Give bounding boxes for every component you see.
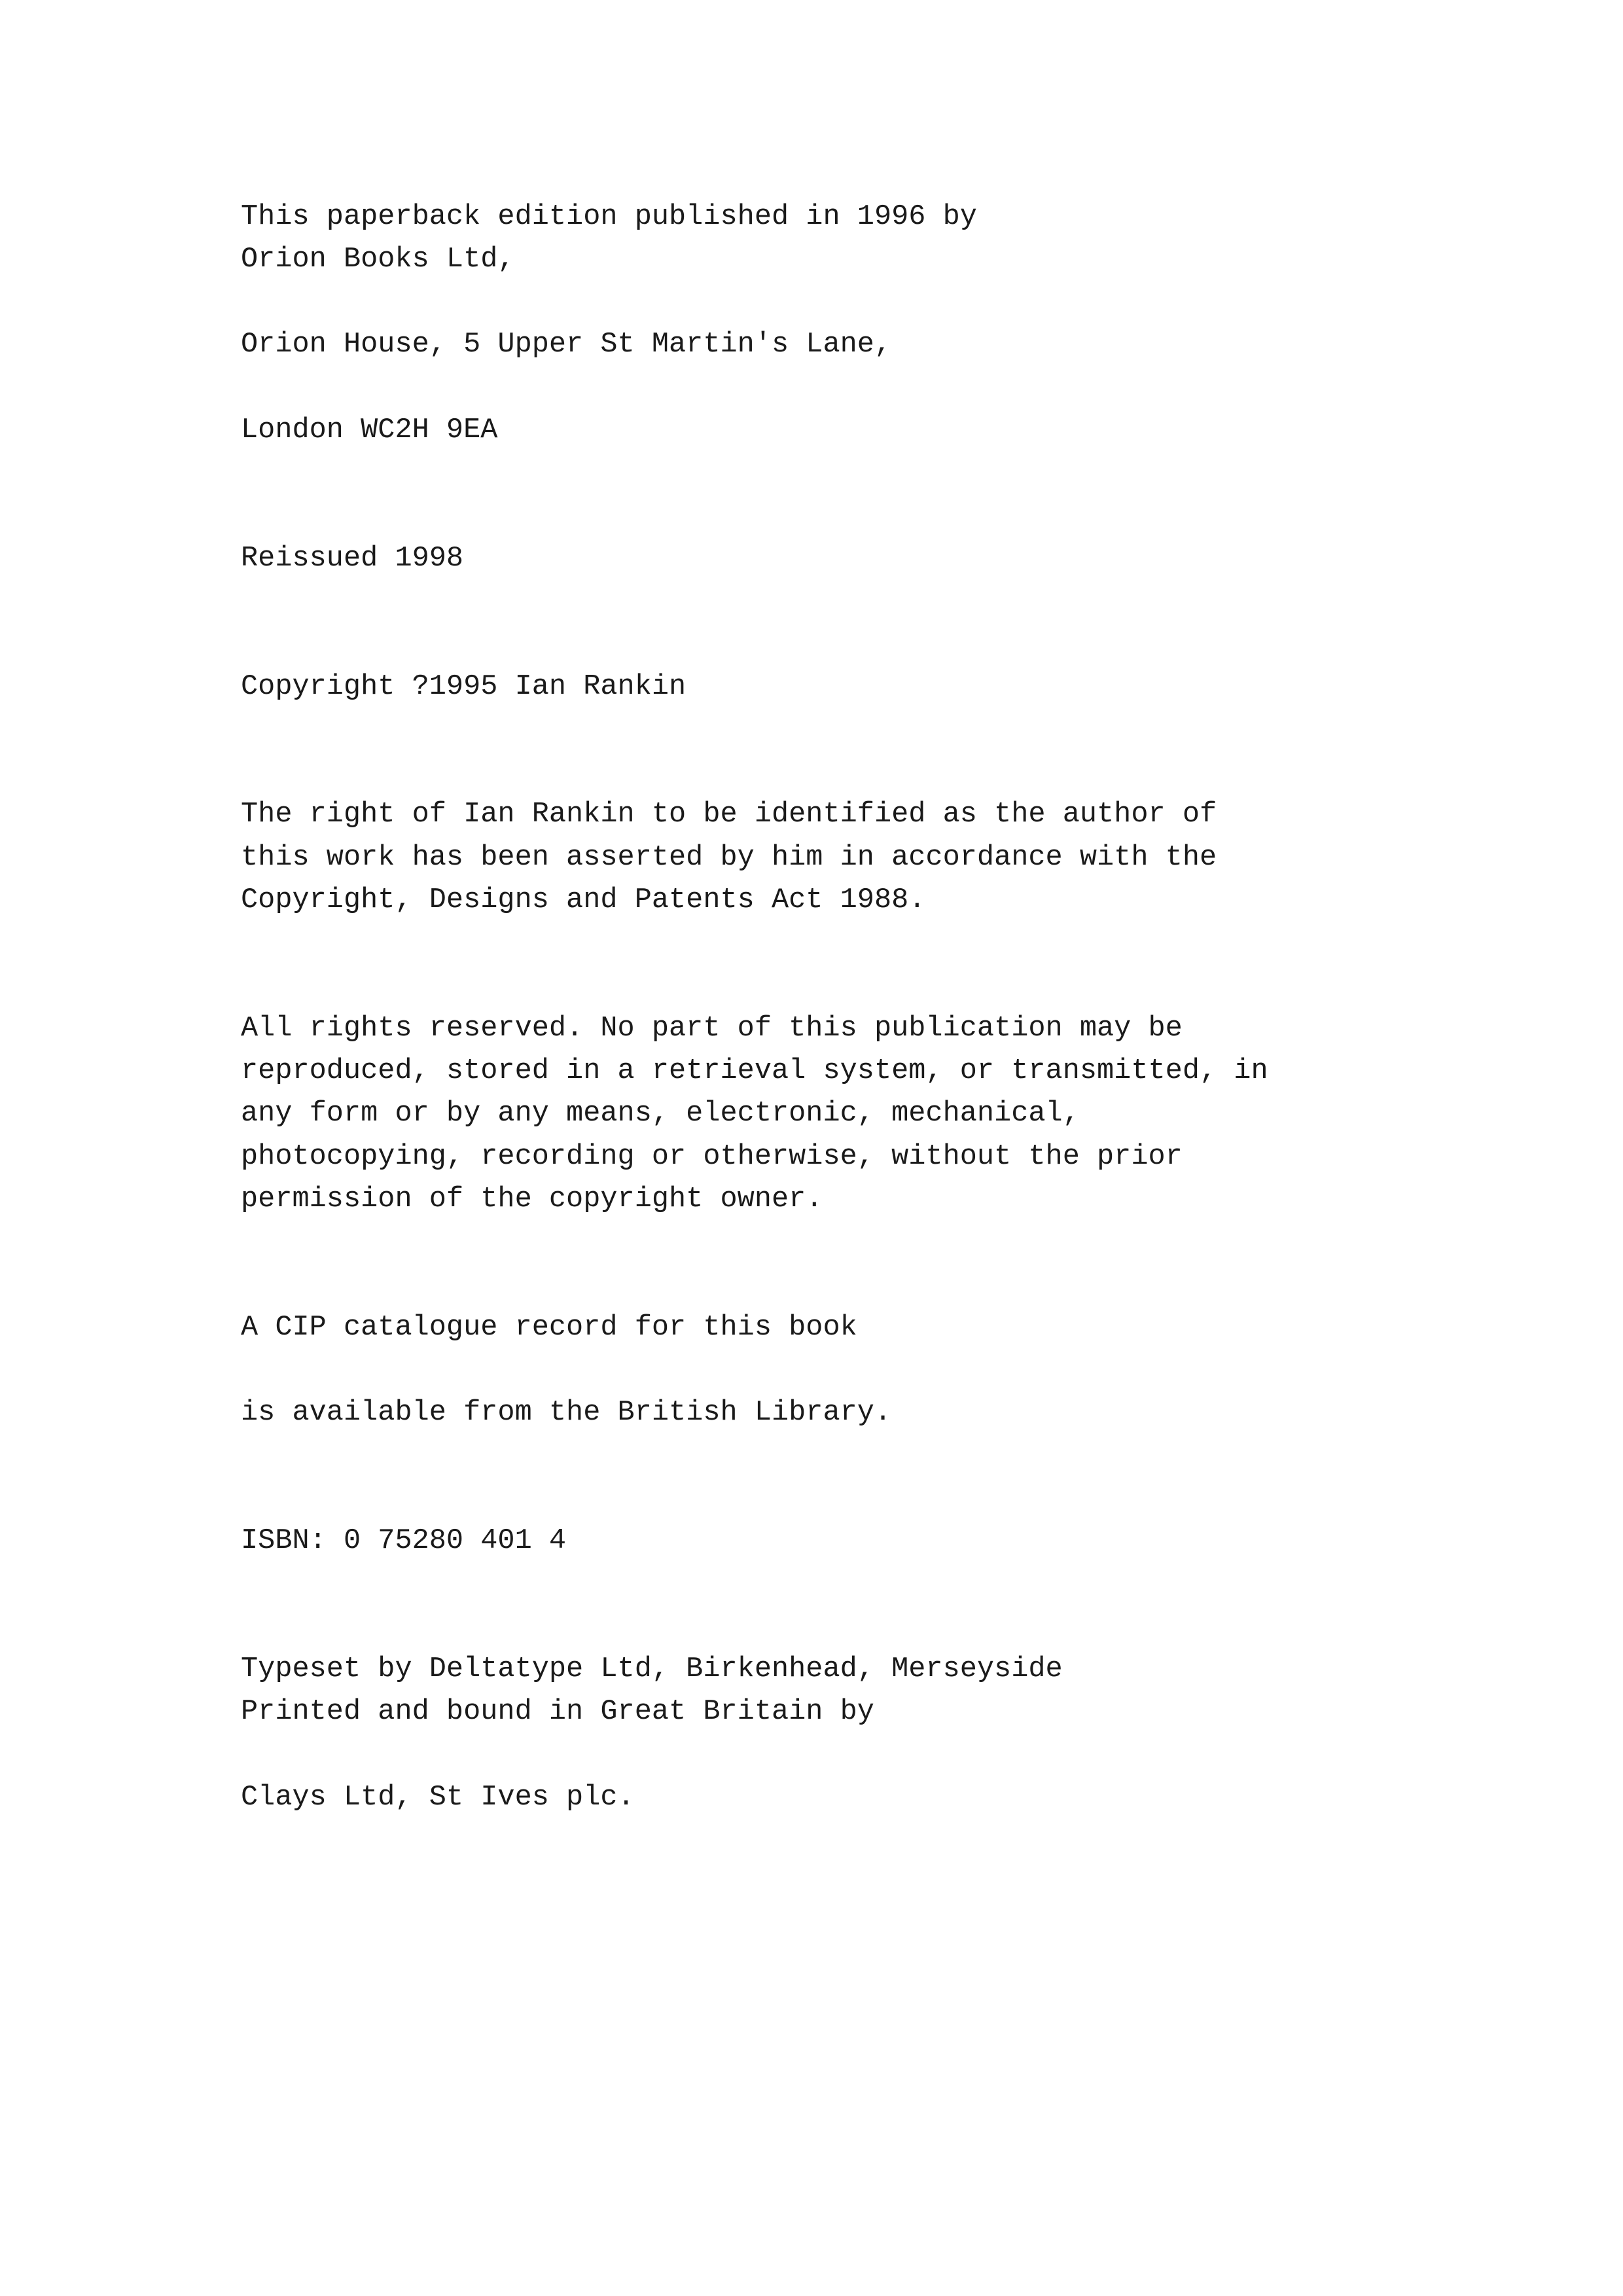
publication-line: Orion Books Ltd, [241,243,515,276]
publication-line: This paperback edition published in 1996 by [241,201,977,233]
moral-rights-line: The right of Ian Rankin to be identified as the author of [241,798,1217,831]
production-line: Clays Ltd, St Ives plc. [241,1782,635,1814]
rights-line: any form or by any means, electronic, mechanical, [241,1098,1080,1130]
isbn-line: ISBN: 0 75280 401 4 [241,1525,567,1557]
production-line: Printed and bound in Great Britain by [241,1696,874,1728]
publication-line: London WC2H 9EA [241,414,498,446]
cip-line: A CIP catalogue record for this book [241,1312,857,1344]
rights-line: reproduced, stored in a retrieval system, or transmitted, in [241,1055,1268,1087]
publication-line: Orion House, 5 Upper St Martin's Lane, [241,329,892,361]
rights-line: All rights reserved. No part of this publication may be [241,1013,1183,1045]
copyright-line: Copyright ?1995 Ian Rankin [241,671,687,703]
moral-rights-line: this work has been asserted by him in accordance with the [241,842,1217,874]
production-line: Typeset by Deltatype Ltd, Birkenhead, Merseyside [241,1653,1063,1685]
moral-rights-line: Copyright, Designs and Patents Act 1988. [241,884,926,916]
reissue-line: Reissued 1998 [241,543,464,575]
rights-line: photocopying, recording or otherwise, without the prior [241,1141,1183,1173]
cip-line: is available from the British Library. [241,1397,892,1429]
rights-line: permission of the copyright owner. [241,1183,823,1215]
